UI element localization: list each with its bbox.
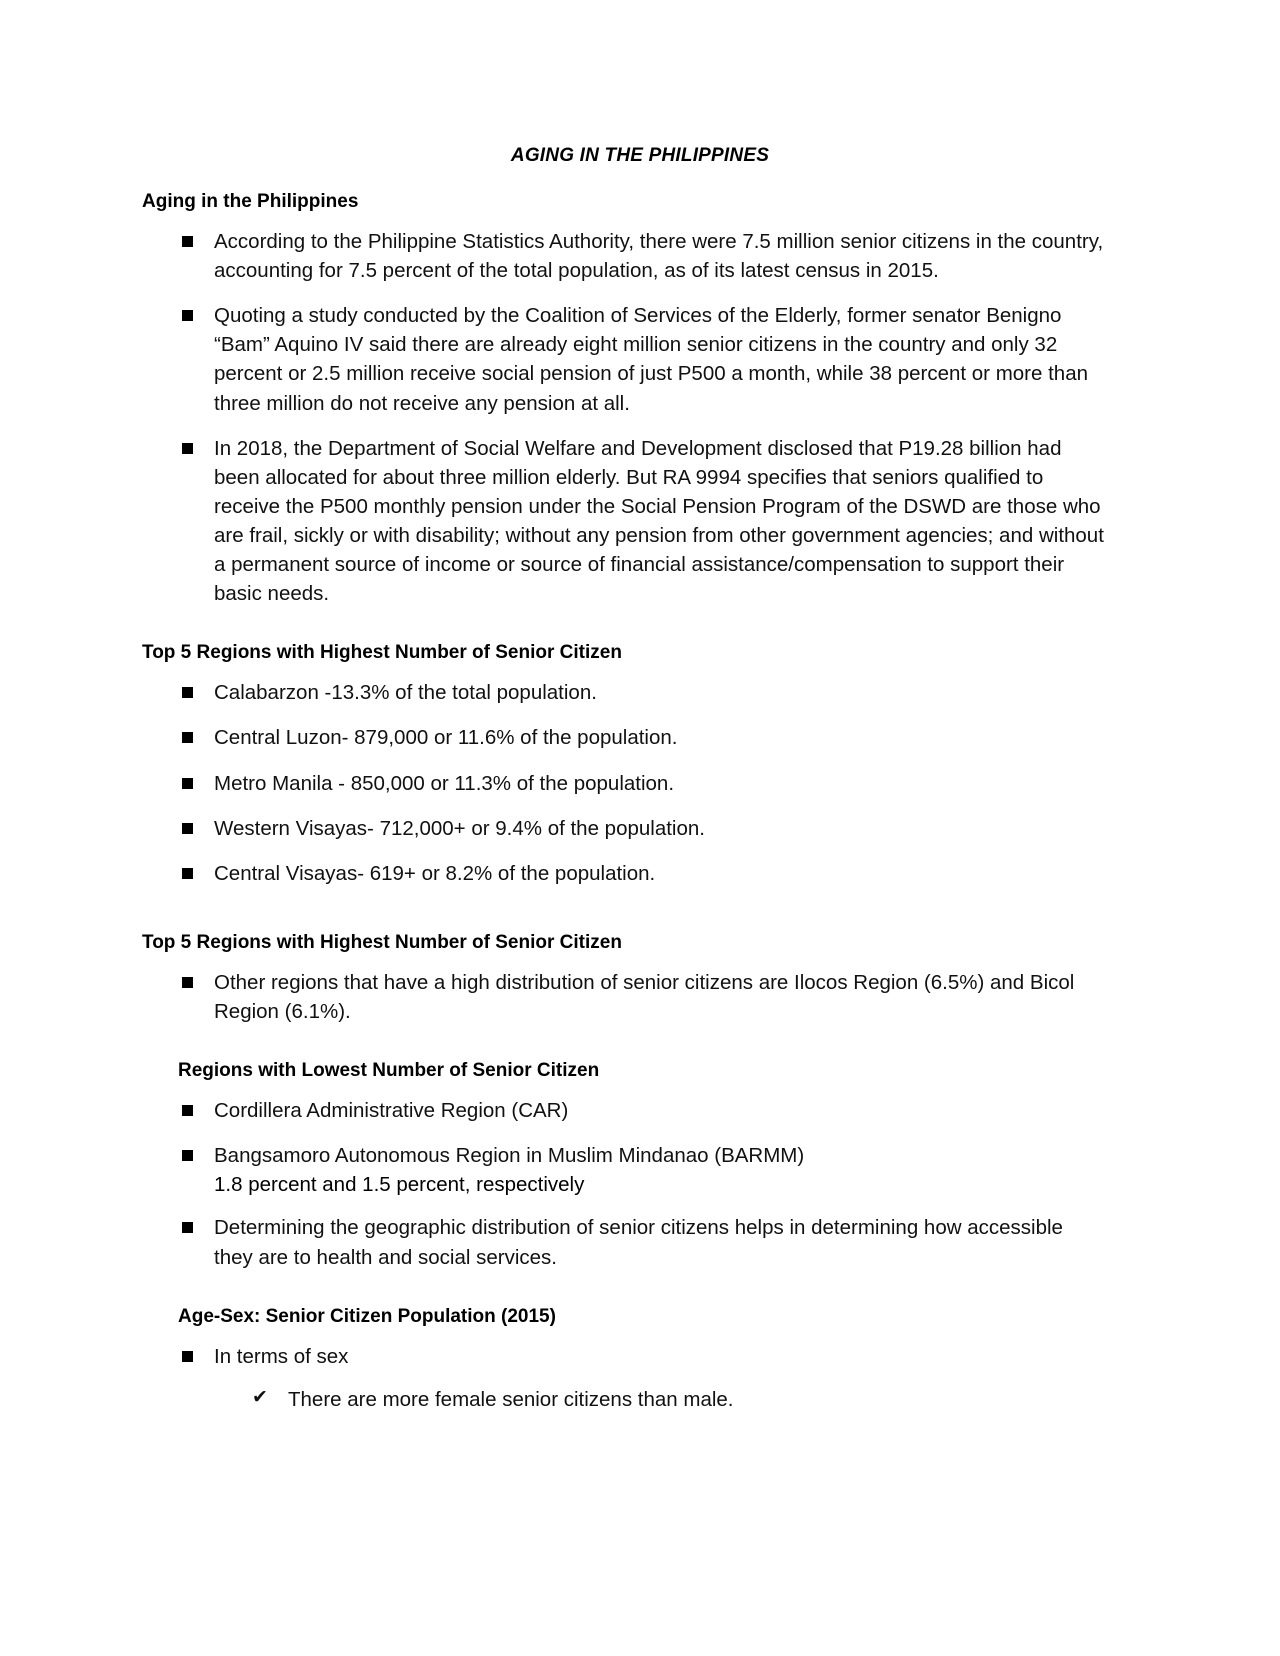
section-heading-age-sex: Age-Sex: Senior Citizen Population (2015) bbox=[178, 1305, 556, 1327]
list-item bbox=[252, 1385, 1178, 1414]
square-bullet-icon bbox=[182, 310, 193, 321]
bullet-list-top-regions bbox=[0, 678, 1280, 888]
list-item bbox=[180, 859, 1104, 888]
square-bullet-icon bbox=[182, 1150, 193, 1161]
square-bullet-icon bbox=[182, 1105, 193, 1116]
spacer bbox=[0, 608, 1280, 642]
square-bullet-icon bbox=[182, 1351, 193, 1362]
list-item-text: Bangsamoro Autonomous Region in Muslim Mindanao (BARMM) bbox=[214, 1144, 805, 1168]
square-bullet-icon bbox=[182, 778, 193, 789]
spacer bbox=[0, 1026, 1280, 1060]
spacer bbox=[0, 1371, 1280, 1385]
list-item-text: Cordillera Administrative Region (CAR) bbox=[214, 1099, 569, 1123]
list-item-text: Other regions that have a high distribution of senior citizens are Ilocos Region (6.5%) and Bicol Region (6.1%). bbox=[214, 970, 1075, 1023]
spacer bbox=[0, 167, 1280, 191]
list-item-continuation-text: 1.8 percent and 1.5 percent, respectively bbox=[214, 1173, 585, 1197]
list-item bbox=[180, 1096, 1104, 1125]
list-item bbox=[180, 301, 1104, 417]
list-item-text: Central Luzon- 879,000 or 11.6% of the population. bbox=[214, 726, 678, 750]
list-item-text: Central Visayas- 619+ or 8.2% of the population. bbox=[214, 861, 656, 885]
list-item bbox=[180, 1141, 1104, 1170]
bullet-list-other-regions bbox=[0, 968, 1280, 1026]
bullet-list-age-sex bbox=[0, 1342, 1280, 1371]
list-item-text: There are more female senior citizens than male. bbox=[288, 1387, 734, 1411]
list-item bbox=[180, 1213, 1104, 1271]
list-item bbox=[180, 723, 1104, 752]
spacer bbox=[0, 664, 1280, 678]
square-bullet-icon bbox=[182, 823, 193, 834]
square-bullet-icon bbox=[182, 868, 193, 879]
list-item-text: Metro Manila - 850,000 or 11.3% of the population. bbox=[214, 771, 675, 795]
check-bullet-icon: ✔ bbox=[252, 1386, 268, 1408]
bullet-list-lowest-regions bbox=[0, 1096, 1280, 1170]
list-item bbox=[180, 678, 1104, 707]
bullet-list-lowest-regions-note bbox=[0, 1213, 1280, 1271]
list-item-text: Quoting a study conducted by the Coalition of Services of the Elderly, former senator Benigno “Bam” Aquino IV said there are already eight million senior citizens in the country and only 32 percent or 2.5 million receive social pension of just P500 a month, while 38 percent or more than three million do not receive any pension at all. bbox=[214, 304, 1089, 415]
square-bullet-icon bbox=[182, 236, 193, 247]
spacer bbox=[0, 954, 1280, 968]
square-bullet-icon bbox=[182, 977, 193, 988]
list-item bbox=[180, 814, 1104, 843]
bullet-list-aging bbox=[0, 227, 1280, 608]
section-heading-top-5-regions-highest: Top 5 Regions with Highest Number of Senior Citizen bbox=[142, 642, 622, 664]
spacer bbox=[0, 1082, 1280, 1096]
list-item-text: According to the Philippine Statistics Authority, there were 7.5 million senior citizens in the country, accounting for 7.5 percent of the total population, as of its latest census in 2015. bbox=[214, 230, 1104, 283]
list-item bbox=[180, 769, 1104, 798]
list-item bbox=[180, 434, 1104, 609]
list-item-text: In terms of sex bbox=[214, 1344, 349, 1368]
bullet-list-age-sex-sub bbox=[0, 1385, 1280, 1414]
spacer bbox=[0, 888, 1280, 932]
spacer bbox=[0, 1199, 1280, 1213]
section-heading-regions-lowest: Regions with Lowest Number of Senior Citizen bbox=[178, 1060, 600, 1082]
square-bullet-icon bbox=[182, 1222, 193, 1233]
list-item bbox=[180, 227, 1104, 285]
spacer bbox=[0, 1328, 1280, 1342]
list-item-text: Determining the geographic distribution of senior citizens helps in determining how accessible they are to health and social services. bbox=[214, 1216, 1063, 1269]
square-bullet-icon bbox=[182, 443, 193, 454]
list-item-text: In 2018, the Department of Social Welfare and Development disclosed that P19.28 billion had been allocated for about three million elderly. But RA 9994 specifies that seniors qualified to receive the P500 monthly pension under the Social Pension Program of the DSWD are those who are frail, sickly or with disability; without any pension from other government agencies; and without a permanent source of income or source of financial assistance/compensation to support their basic needs. bbox=[214, 436, 1104, 606]
page-title: AGING IN THE PHILIPPINES bbox=[510, 145, 770, 166]
list-item bbox=[180, 1342, 1104, 1371]
section-heading-top-5-regions-highest-2: Top 5 Regions with Highest Number of Senior Citizen bbox=[142, 931, 622, 953]
section-heading-aging-in-the-philippines: Aging in the Philippines bbox=[142, 191, 359, 212]
spacer bbox=[0, 1272, 1280, 1306]
list-item bbox=[180, 968, 1104, 1026]
list-item-text: Western Visayas- 712,000+ or 9.4% of the population. bbox=[214, 816, 705, 840]
square-bullet-icon bbox=[182, 687, 193, 698]
square-bullet-icon bbox=[182, 732, 193, 743]
spacer bbox=[0, 213, 1280, 227]
list-item-text: Calabarzon -13.3% of the total population. bbox=[214, 681, 597, 705]
